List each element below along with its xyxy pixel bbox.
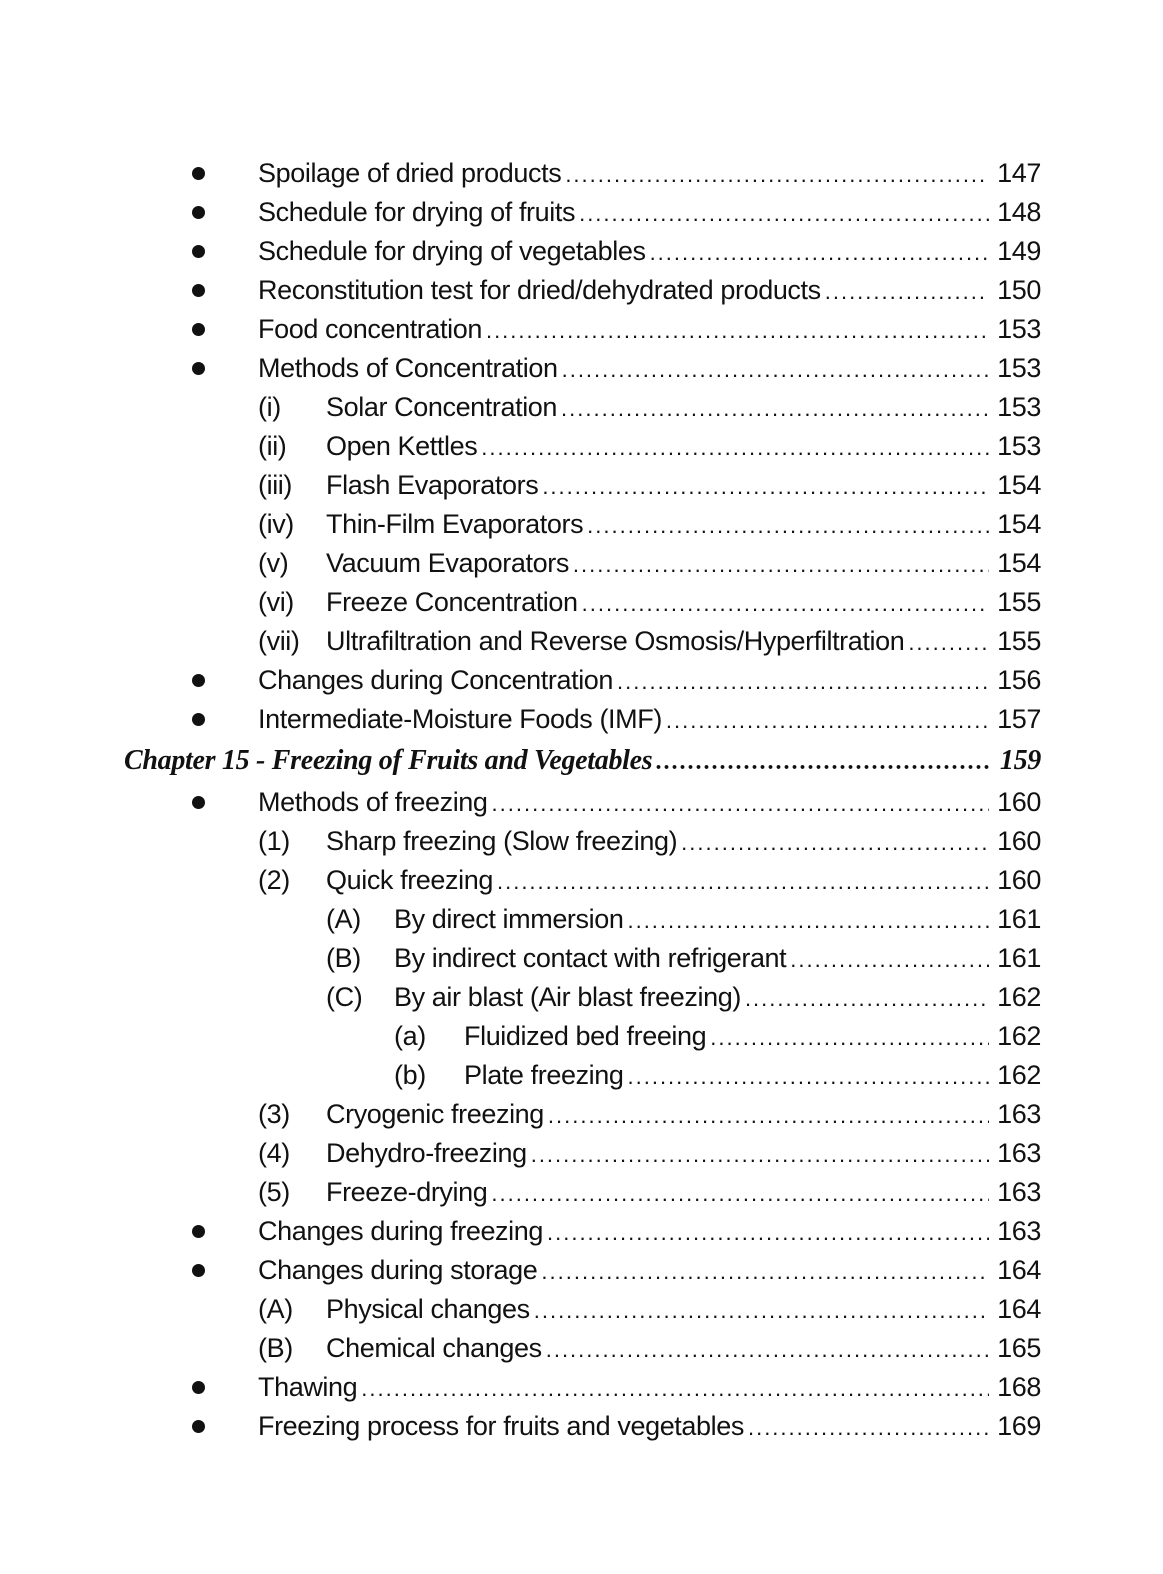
dot-leader [617,669,989,695]
toc-entry-title: Open Kettles [326,431,478,461]
toc-entry-title: Spoilage of dried products [258,158,562,188]
toc-entry[interactable] [0,861,1163,900]
toc-entry-marker: (A) [326,904,361,934]
toc-entry-marker: (i) [258,392,281,422]
toc-entry-title: Chapter 15 - Freezing of Fruits and Vegetables [124,745,653,776]
toc-entry-line [258,314,1041,345]
toc-entry-title: Flash Evaporators [326,470,539,500]
bullet-icon [192,1264,205,1277]
dot-leader [825,279,989,305]
toc-page-number: 164 [997,1294,1041,1324]
toc-entry-marker: (vii) [258,626,300,656]
toc-page-number: 153 [997,431,1041,461]
toc-page-number: 165 [997,1333,1041,1363]
toc-entry-title: Thin-Film Evaporators [326,509,584,539]
toc-page-number: 149 [997,236,1041,266]
toc-page-number: 161 [997,943,1041,973]
bullet-icon [192,713,205,726]
toc-entry-title: Changes during Concentration [258,665,614,695]
toc-entry-marker: (B) [258,1333,293,1363]
toc-entry[interactable] [0,822,1163,861]
toc-entry-title: Solar Concentration [326,392,558,422]
toc-entry-line [326,509,1041,540]
toc-entry-line [326,548,1041,579]
toc-entry-title: Intermediate-Moisture Foods (IMF) [258,704,662,734]
toc-entry-line [326,865,1041,896]
toc-entry-title: Changes during storage [258,1255,538,1285]
toc-entry-line [258,1255,1041,1286]
toc-entry-marker: (B) [326,943,361,973]
toc-entry[interactable] [0,939,1163,978]
toc-page-number: 163 [997,1216,1041,1246]
toc-entry[interactable] [0,661,1163,700]
toc-page-number: 159 [999,745,1041,776]
toc-entry[interactable] [0,232,1163,271]
dot-leader [546,1337,989,1363]
toc-entry-marker: (b) [394,1060,426,1090]
toc-page-number: 162 [997,982,1041,1012]
toc-entry-line [326,826,1041,857]
toc-entry[interactable] [0,700,1163,739]
toc-entry[interactable] [0,1407,1163,1446]
bullet-icon [192,284,205,297]
dot-leader [481,435,989,461]
bullet-icon [192,323,205,336]
toc-entry-line [326,431,1041,462]
toc-entry[interactable] [0,900,1163,939]
toc-page-number: 155 [997,626,1041,656]
toc-entry-line [326,1177,1041,1208]
dot-leader [582,591,989,617]
toc-entry[interactable] [0,310,1163,349]
toc-entry-title: Methods of Concentration [258,353,558,383]
dot-leader [361,1376,989,1402]
toc-entry[interactable] [0,427,1163,466]
toc-entry-title: Sharp freezing (Slow freezing) [326,826,678,856]
dot-leader [748,1415,989,1441]
toc-entry[interactable] [0,1134,1163,1173]
dot-leader [541,1259,989,1285]
dot-leader [650,240,989,266]
dot-leader [547,1220,989,1246]
toc-entry-line [258,353,1041,384]
toc-page-number: 164 [997,1255,1041,1285]
toc-page-number: 168 [997,1372,1041,1402]
toc-entry-title: By indirect contact with refrigerant [394,943,787,973]
dot-leader [534,1298,989,1324]
toc-entry-title: Fluidized bed freeing [464,1021,707,1051]
toc-entry-title: Ultrafiltration and Reverse Osmosis/Hyperfiltration [326,626,905,656]
toc-page-number: 155 [997,587,1041,617]
dot-leader [745,986,989,1012]
dot-leader [486,318,989,344]
bullet-icon [192,1420,205,1433]
toc-entry-marker: (ii) [258,431,287,461]
toc-entry-line [326,626,1041,657]
toc-entry[interactable] [0,1095,1163,1134]
toc-entry-title: Vacuum Evaporators [326,548,569,578]
toc-entry-line [258,1411,1041,1442]
toc-entry-line [464,1060,1041,1091]
bullet-icon [192,206,205,219]
toc-entry-marker: (2) [258,865,290,895]
toc-entry-title: Reconstitution test for dried/dehydrated products [258,275,821,305]
toc-entry-line [258,275,1041,306]
toc-entry-title: Freeze-drying [326,1177,488,1207]
toc-entry-title: Physical changes [326,1294,530,1324]
toc-entry[interactable] [0,1329,1163,1368]
toc-chapter-heading[interactable] [0,739,1163,783]
toc-entry-line [394,904,1041,935]
toc-entry[interactable] [0,1368,1163,1407]
toc-entry-title: Quick freezing [326,865,493,895]
toc-entry-marker: (C) [326,982,363,1012]
toc-entry-line [326,1294,1041,1325]
toc-page-number: 169 [997,1411,1041,1441]
toc-page-number: 147 [997,158,1041,188]
toc-entry-line [258,787,1041,818]
toc-entry[interactable] [0,1056,1163,1095]
toc-entry-marker: (iii) [258,470,292,500]
dot-leader [497,869,989,895]
toc-entry-title: Changes during freezing [258,1216,543,1246]
toc-entry-line [124,745,1041,777]
toc-page-number: 163 [997,1177,1041,1207]
toc-entry-line [258,197,1041,228]
dot-leader [666,708,989,734]
bullet-icon [192,362,205,375]
toc-entry[interactable] [0,583,1163,622]
dot-leader [579,201,989,227]
toc-entry-line [326,1333,1041,1364]
bullet-icon [192,796,205,809]
toc-entry-line [258,1372,1041,1403]
toc-page-number: 150 [997,275,1041,305]
toc-page-number: 153 [997,392,1041,422]
toc-page-number: 148 [997,197,1041,227]
toc-page-number: 163 [997,1138,1041,1168]
toc-entry-line [326,1099,1041,1130]
bullet-icon [192,1381,205,1394]
toc-entry-title: Dehydro-freezing [326,1138,527,1168]
toc-entry-title: Methods of freezing [258,787,488,817]
toc-entry-title: Thawing [258,1372,358,1402]
dot-leader [561,396,989,422]
toc-entry[interactable] [0,1290,1163,1329]
toc-entry-line [326,587,1041,618]
dot-leader [565,162,989,188]
toc-page-number: 153 [997,314,1041,344]
toc-entry[interactable] [0,349,1163,388]
dot-leader [628,1064,990,1090]
dot-leader [908,630,989,656]
toc-entry[interactable] [0,978,1163,1017]
bullet-icon [192,167,205,180]
toc-entry-line [394,943,1041,974]
toc-entry-title: Schedule for drying of vegetables [258,236,646,266]
toc-entry[interactable] [0,271,1163,310]
dot-leader [710,1025,989,1051]
toc-entry[interactable] [0,783,1163,822]
toc-page-number: 163 [997,1099,1041,1129]
dot-leader [681,830,989,856]
toc-entry-marker: (A) [258,1294,293,1324]
toc-entry-line [258,1216,1041,1247]
toc-entry-marker: (v) [258,548,289,578]
toc-page-number: 154 [997,509,1041,539]
toc-entry-marker: (3) [258,1099,290,1129]
toc-page-number: 160 [997,826,1041,856]
toc-entry-title: Schedule for drying of fruits [258,197,576,227]
dot-leader [587,513,989,539]
toc-entry-line [326,1138,1041,1169]
dot-leader [790,947,989,973]
table-of-contents [0,154,1163,1446]
toc-entry-marker: (5) [258,1177,290,1207]
toc-entry-marker: (iv) [258,509,294,539]
toc-page-number: 154 [997,548,1041,578]
toc-entry-marker: (a) [394,1021,426,1051]
toc-entry-title: By direct immersion [394,904,624,934]
toc-page-number: 156 [997,665,1041,695]
toc-entry[interactable] [0,1251,1163,1290]
toc-entry-marker: (vi) [258,587,294,617]
toc-entry[interactable] [0,622,1163,661]
dot-leader [656,749,989,776]
toc-page-number: 160 [997,865,1041,895]
toc-entry-line [258,665,1041,696]
bullet-icon [192,674,205,687]
toc-entry[interactable] [0,193,1163,232]
dot-leader [542,474,989,500]
toc-page-number: 154 [997,470,1041,500]
dot-leader [627,908,989,934]
toc-entry[interactable] [0,1173,1163,1212]
toc-entry[interactable] [0,1212,1163,1251]
toc-entry-marker: (1) [258,826,290,856]
toc-entry-title: Plate freezing [464,1060,624,1090]
toc-entry[interactable] [0,154,1163,193]
toc-page-number: 161 [997,904,1041,934]
toc-entry-title: Freeze Concentration [326,587,578,617]
toc-entry-line [258,158,1041,189]
toc-page-number: 153 [997,353,1041,383]
toc-entry-line [394,982,1041,1013]
toc-page-number: 162 [997,1060,1041,1090]
toc-entry-title: Chemical changes [326,1333,542,1363]
dot-leader [492,791,989,817]
toc-page-number: 157 [997,704,1041,734]
toc-entry-line [326,470,1041,501]
toc-entry-title: By air blast (Air blast freezing) [394,982,741,1012]
toc-entry[interactable] [0,388,1163,427]
toc-entry[interactable] [0,505,1163,544]
toc-entry-line [258,236,1041,267]
dot-leader [548,1103,989,1129]
toc-entry-marker: (4) [258,1138,290,1168]
toc-entry-title: Food concentration [258,314,482,344]
toc-entry-line [464,1021,1041,1052]
toc-entry[interactable] [0,466,1163,505]
dot-leader [562,357,989,383]
dot-leader [531,1142,989,1168]
toc-entry-line [258,704,1041,735]
toc-page-number: 162 [997,1021,1041,1051]
toc-entry[interactable] [0,1017,1163,1056]
dot-leader [573,552,989,578]
bullet-icon [192,245,205,258]
toc-page-number: 160 [997,787,1041,817]
toc-entry[interactable] [0,544,1163,583]
toc-entry-line [326,392,1041,423]
dot-leader [491,1181,989,1207]
toc-entry-title: Cryogenic freezing [326,1099,544,1129]
toc-entry-title: Freezing process for fruits and vegetables [258,1411,744,1441]
bullet-icon [192,1225,205,1238]
